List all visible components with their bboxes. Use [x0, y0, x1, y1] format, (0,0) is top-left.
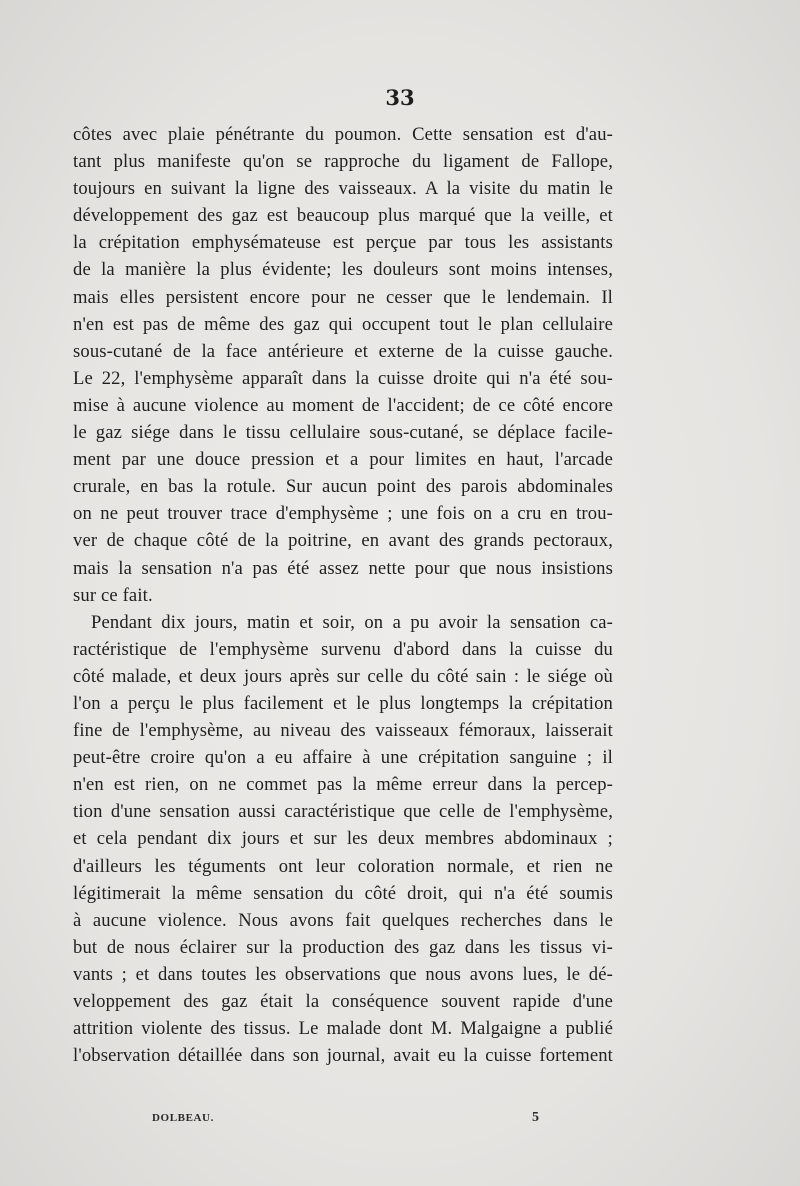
text-line: but de nous éclairer sur la production des gaz dans les tissus vi-	[73, 936, 613, 958]
text-line: développement des gaz est beaucoup plus marqué que la veille, et	[73, 205, 613, 227]
text-line: attrition violente des tissus. Le malade dont M. Malgaigne a publié	[73, 1018, 613, 1040]
text-line: toujours en suivant la ligne des vaisseaux. A la visite du matin le	[73, 178, 613, 200]
text-line: le gaz siége dans le tissu cellulaire sous-cutané, se déplace facile-	[73, 422, 613, 444]
signature-number: 5	[532, 1110, 539, 1125]
text-line: ractéristique de l'emphysème survenu d'abord dans la cuisse du	[73, 638, 613, 660]
text-line: d'ailleurs les téguments ont leur coloration normale, et rien ne	[73, 855, 613, 877]
text-line: n'en est pas de même des gaz qui occupent tout le plan cellulaire	[73, 313, 613, 335]
text-line: vants ; et dans toutes les observations que nous avons lues, le dé-	[73, 963, 613, 985]
text-line: l'on a perçu le plus facilement et le plus longtemps la crépitation	[73, 692, 613, 714]
text-line: n'en est rien, on ne commet pas la même erreur dans la percep-	[73, 774, 613, 796]
body-text	[73, 121, 613, 1069]
page-number: 33	[385, 85, 415, 110]
text-line: veloppement des gaz était la conséquence souvent rapide d'une	[73, 991, 613, 1012]
text-line: mais la sensation n'a pas été assez nette pour que nous insistions	[73, 557, 613, 579]
text-line: crurale, en bas la rotule. Sur aucun point des parois abdominales	[73, 476, 613, 498]
text-line: la crépitation emphysémateuse est perçue par tous les assistants	[73, 232, 613, 254]
text-line: ment par une douce pression et a pour limites en haut, l'arcade	[73, 449, 613, 471]
text-line: côtes avec plaie pénétrante du poumon. Cette sensation est d'au-	[73, 124, 613, 145]
text-line: légitimerait la même sensation du côté droit, qui n'a été soumis	[73, 882, 613, 904]
text-line: et cela pendant dix jours et sur les deux membres abdominaux ;	[73, 828, 613, 850]
text-line: ver de chaque côté de la poitrine, en avant des grands pectoraux,	[73, 530, 613, 552]
text-line: tion d'une sensation aussi caractéristique que celle de l'emphysème,	[73, 801, 613, 823]
text-line: peut-être croire qu'on a eu affaire à une crépitation sanguine ; il	[73, 747, 613, 769]
text-line-paragraph-start: Pendant dix jours, matin et soir, on a pu avoir la sensation ca-	[91, 611, 613, 633]
text-line-paragraph-end: sur ce fait.	[73, 584, 153, 606]
printer-signature: DOLBEAU.	[152, 1112, 214, 1124]
text-line: mais elles persistent encore pour ne cesser que le lendemain. Il	[73, 286, 613, 308]
text-line: mise à aucune violence au moment de l'accident; de ce côté encore	[73, 394, 613, 416]
text-line: sous-cutané de la face antérieure et externe de la cuisse gauche.	[73, 340, 613, 362]
text-line: Le 22, l'emphysème apparaît dans la cuisse droite qui n'a été sou-	[73, 367, 613, 389]
text-line: fine de l'emphysème, au niveau des vaisseaux fémoraux, laisserait	[73, 720, 613, 742]
text-line: de la manière la plus évidente; les douleurs sont moins intenses,	[73, 259, 613, 281]
text-line: tant plus manifeste qu'on se rapproche du ligament de Fallope,	[73, 151, 613, 173]
text-line: on ne peut trouver trace d'emphysème ; une fois on a cru en trou-	[73, 503, 613, 525]
text-line: l'observation détaillée dans son journal, avait eu la cuisse fortement	[73, 1045, 613, 1067]
text-line: côté malade, et deux jours après sur celle du côté sain : le siége où	[73, 665, 613, 687]
text-line: à aucune violence. Nous avons fait quelques recherches dans le	[73, 909, 613, 931]
